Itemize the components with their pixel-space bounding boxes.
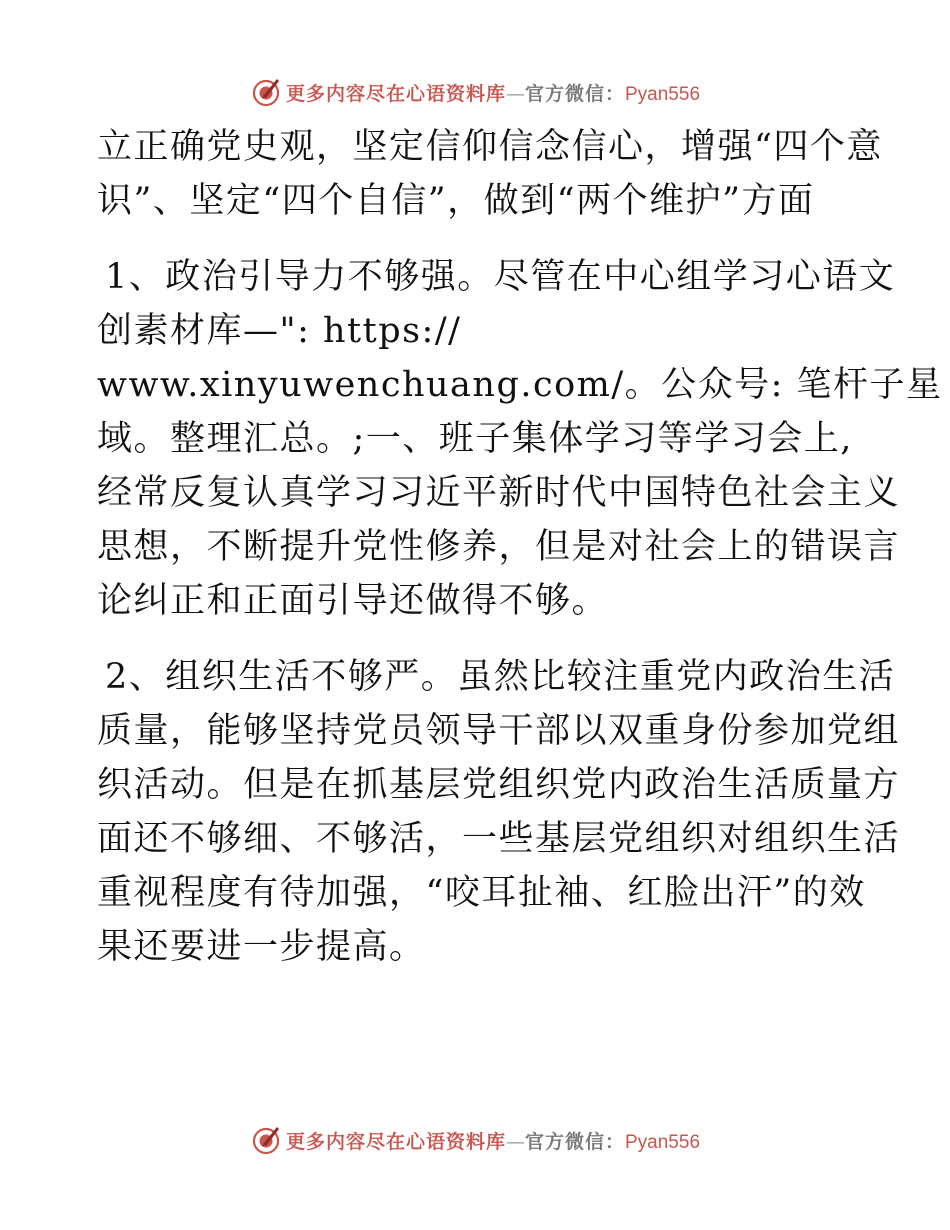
- text-line: 织活动。但是在抓基层党组织党内政治生活质量方: [97, 765, 901, 805]
- intro-paragraph: [97, 120, 883, 228]
- footer-label: 官方微信：: [524, 1130, 625, 1153]
- header-banner-text: [286, 79, 700, 106]
- text-line: 创素材库—": https://: [97, 311, 462, 351]
- text-line: 重视程度有待加强，“咬耳扯袖、红脸出汗”的效: [97, 873, 866, 913]
- text-line: 质量，能够坚持党员领导干部以双重身份参加党组: [97, 711, 901, 751]
- text-line: www.xinyuwenchuang.com/。公众号: 笔杆子星: [97, 365, 943, 405]
- quill-logo-icon: [250, 76, 282, 108]
- header-banner: [0, 72, 950, 112]
- footer-banner-text: [286, 1127, 700, 1154]
- text-line: 域。整理汇总。;一、班子集体学习等学习会上,: [97, 419, 853, 459]
- text-line: 识”、坚定“四个自信”，做到“两个维护”方面: [97, 181, 815, 221]
- text-line: 2、组织生活不够严。虽然比较注重党内政治生活: [105, 657, 896, 697]
- text-line: 思想，不断提升党性修养，但是对社会上的错误言: [97, 527, 901, 567]
- footer-dash: —: [505, 1130, 525, 1153]
- item-1-paragraph: [97, 250, 943, 628]
- header-label: 官方微信：: [524, 82, 625, 105]
- text-line: 果还要进一步提高。: [97, 927, 426, 967]
- header-wechat-id: Pyan556: [625, 83, 701, 105]
- footer-banner: [0, 1120, 950, 1160]
- text-line: 面还不够细、不够活，一些基层党组织对组织生活: [97, 819, 901, 859]
- footer-wechat-id: Pyan556: [625, 1131, 701, 1153]
- header-dash: —: [505, 82, 525, 105]
- header-brand: 更多内容尽在心语资料库: [285, 82, 506, 105]
- document-body: [97, 120, 943, 974]
- text-line: 经常反复认真学习习近平新时代中国特色社会主义: [97, 473, 901, 513]
- quill-logo-icon: [250, 1124, 282, 1156]
- text-line: 论纠正和正面引导还做得不够。: [97, 581, 609, 621]
- item-2-paragraph: [97, 650, 901, 974]
- text-line: 立正确党史观，坚定信仰信念信心，增强“四个意: [97, 127, 883, 167]
- text-line: 1、政治引导力不够强。尽管在中心组学习心语文: [105, 257, 896, 297]
- footer-brand: 更多内容尽在心语资料库: [285, 1130, 506, 1153]
